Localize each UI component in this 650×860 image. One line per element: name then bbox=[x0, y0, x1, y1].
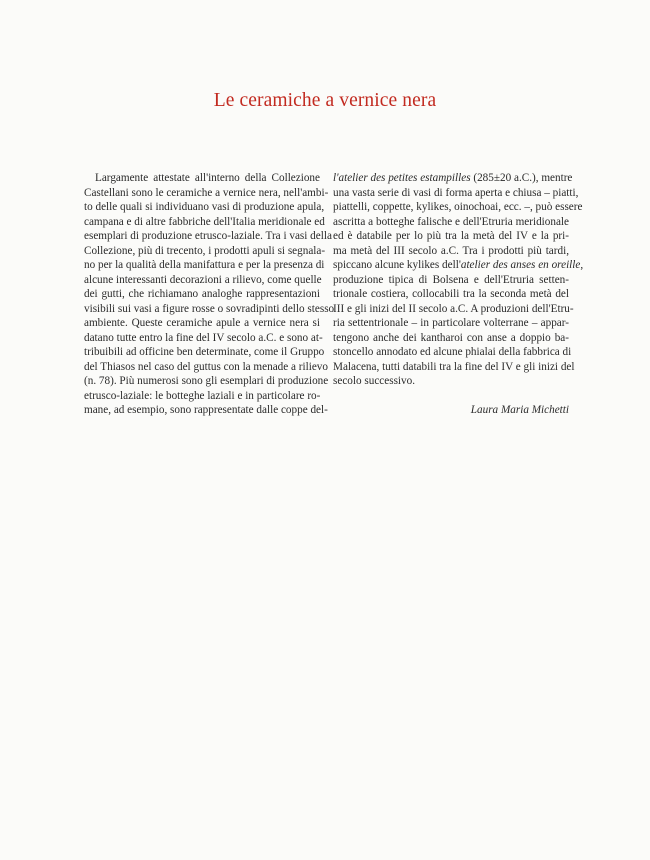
right-text-column bbox=[333, 171, 584, 417]
italic-term: atelier des anses en oreille bbox=[460, 259, 581, 271]
text-line: dei gutti, che richiamano analoghe rappresentazioni bbox=[84, 288, 320, 300]
text-line: ma metà del III secolo a.C. Tra i prodotti più tardi, bbox=[333, 244, 569, 257]
text-line: Castellani sono le ceramiche a vernice nera, nell'ambi- bbox=[84, 186, 329, 199]
text-line: campana e di altre fabbriche dell'Italia meridionale ed bbox=[84, 215, 325, 228]
text-line: ascritta a botteghe falische e dell'Etruria meridionale bbox=[333, 215, 569, 228]
text-line: III e gli inizi del II secolo a.C. A produzioni dell'Etru- bbox=[333, 302, 574, 315]
page-title: Le ceramiche a vernice nera bbox=[213, 90, 437, 111]
text-line: Malacena, tutti databili tra la fine del IV e gli inizi del bbox=[333, 360, 575, 373]
text-line: tengono anche dei kantharoi con anse a doppio ba- bbox=[333, 331, 569, 344]
author-signature: Laura Maria Michetti bbox=[470, 403, 569, 416]
text-line: secolo successivo. bbox=[333, 375, 416, 387]
text-line: visibili sui vasi a figure rosse o sovradipinti dello stesso bbox=[84, 302, 335, 315]
text-line: (n. 78). Più numerosi sono gli esemplari di produzione bbox=[84, 375, 329, 387]
text-line bbox=[333, 258, 584, 273]
text-line: esemplari di produzione etrusco-laziale. Tra i vasi della bbox=[84, 230, 332, 242]
text-line: datano tutte entro la fine del IV secolo a.C. e sono at- bbox=[84, 331, 323, 344]
left-text-column bbox=[84, 171, 335, 418]
text-line: Largamente attestate all'interno della Collezione bbox=[95, 172, 320, 184]
text-line: tribuibili ad officine ben determinate, come il Gruppo bbox=[84, 346, 325, 358]
italic-term: l'atelier des petites estampilles bbox=[333, 172, 471, 184]
text-fragment: , bbox=[580, 259, 584, 271]
text-line: no per la qualità della manifattura e per la presenza di bbox=[84, 259, 325, 271]
text-fragment: spiccano alcune kylikes dell' bbox=[333, 259, 461, 271]
text-line: piattelli, coppette, kylikes, oinochoai, ecc. –, può essere bbox=[333, 201, 583, 213]
text-fragment: (285±20 a.C.), mentre bbox=[470, 172, 573, 184]
text-line: alcune interessanti decorazioni a rilievo, come quelle bbox=[84, 273, 322, 286]
text-line: mane, ad esempio, sono rappresentate dalle coppe del- bbox=[84, 404, 328, 416]
text-line: Collezione, più di trecento, i prodotti apuli si segnala- bbox=[84, 244, 326, 257]
text-line: to delle quali si individuano vasi di produzione apula, bbox=[84, 201, 325, 213]
text-line: del Thiasos nel caso del guttus con la menade a rilievo bbox=[84, 360, 328, 373]
text-line: ambiente. Queste ceramiche apule a vernice nera si bbox=[84, 317, 320, 329]
text-line: stoncello annodato ed alcune phialai della fabbrica di bbox=[333, 346, 572, 358]
text-line: una vasta serie di vasi di forma aperta e chiusa – piatti, bbox=[333, 186, 579, 199]
text-line: produzione tipica di Bolsena e dell'Etruria setten- bbox=[333, 273, 569, 286]
text-line bbox=[333, 171, 573, 186]
text-line: trionale costiera, collocabili tra la seconda metà del bbox=[333, 288, 569, 300]
text-line: etrusco-laziale: le botteghe laziali e in particolare ro- bbox=[84, 389, 321, 402]
text-line: ed è databile per lo più tra la metà del IV e la pri- bbox=[333, 230, 569, 242]
text-line: ria settentrionale – in particolare volterrane – appar- bbox=[333, 317, 569, 329]
